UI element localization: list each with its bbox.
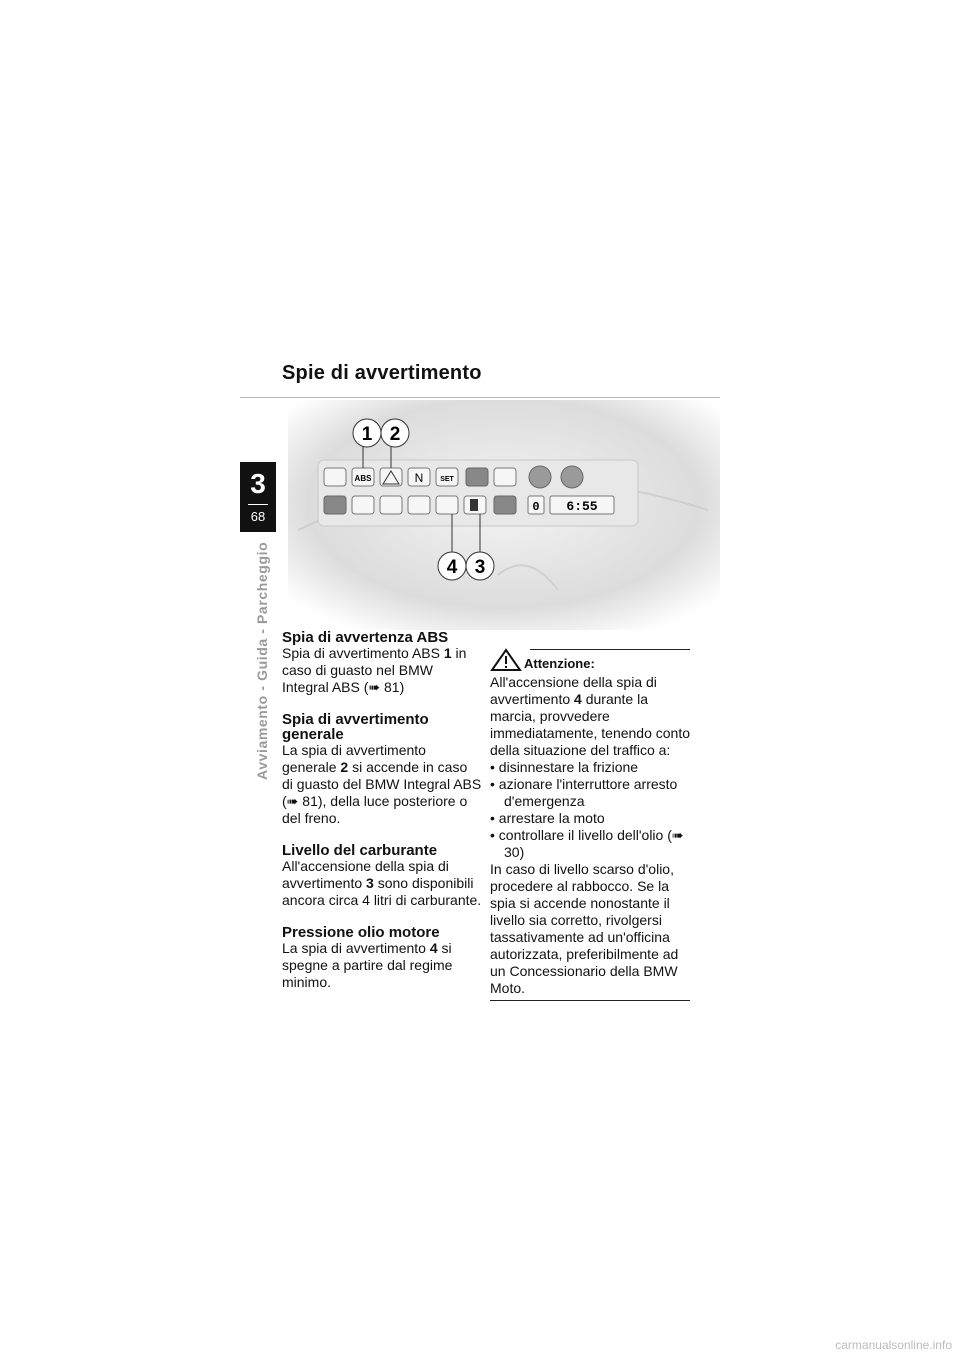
list-item: • azionare l'interruttore arresto d'emergenza [490, 776, 690, 810]
warning-intro: All'accensione della spia di avvertimento 4 durante la marcia, provvedere immediatamente, tenendo conto della situazione del traffico a: [490, 674, 691, 758]
callout-label: 1 [361, 424, 373, 445]
warning-steps [490, 759, 690, 861]
blank-lamp-icon [466, 468, 488, 486]
set-lamp-label: SET [440, 476, 454, 483]
callout-label: 4 [446, 557, 458, 578]
warning-triangle-icon [490, 648, 522, 672]
chapter-divider [248, 504, 268, 505]
list-item: • arrestare la moto [490, 810, 690, 827]
section-body: La spia di avvertimento 4 si spegne a partire dal regime minimo. [282, 940, 453, 990]
section-general-warning [282, 712, 482, 827]
abs-lamp-label: ABS [354, 474, 372, 483]
section-title: Pressione olio motore [282, 924, 440, 941]
section-title: Livello del carburante [282, 842, 438, 859]
clock-value: 6:55 [566, 499, 598, 514]
turn-left-icon [324, 468, 346, 486]
callout-1 [353, 419, 381, 447]
section-body: All'accensione della spia di avvertimento 3 sono disponibili ancora circa 4 litri di carburante. [282, 858, 482, 908]
knob-right-icon [561, 466, 583, 488]
section-title: Spia di avvertimento generale [282, 711, 429, 743]
callout-4 [438, 552, 466, 580]
side-chapter-label: Avviamento - Guida - Parcheggio [254, 541, 270, 780]
fuel-pump-icon [470, 499, 478, 511]
page-number: 68 [250, 509, 266, 524]
section-body: La spia di avvertimento generale 2 si accende in caso di guasto del BMW Integral ABS (➠ 81), della luce posteriore o del freno. [282, 742, 482, 826]
battery-icon [380, 496, 402, 514]
title-divider [240, 397, 720, 398]
list-item: • disinnestare la frizione [490, 759, 690, 776]
footer-watermark[interactable]: carmanualsonline.info [835, 1338, 952, 1352]
section-body: Spia di avvertimento ABS 1 in caso di guasto nel BMW Integral ABS (➠ 81) [282, 645, 467, 695]
chapter-tab [240, 462, 276, 532]
blank-lamp-icon [324, 496, 346, 514]
section-abs [282, 630, 482, 696]
callout-label: 3 [474, 557, 486, 578]
warning-header [490, 648, 690, 672]
list-item: • controllare il livello dell'olio (➠ 30) [490, 827, 690, 861]
instrument-cluster-figure [288, 400, 720, 630]
callout-2 [381, 419, 409, 447]
turn-right-icon [494, 468, 516, 486]
warning-box [490, 648, 690, 997]
warning-label: Attenzione: [524, 656, 595, 671]
oil-pressure-icon [436, 496, 458, 514]
chapter-number: 3 [250, 468, 266, 499]
section-title: Spia di avvertenza ABS [282, 629, 449, 646]
warning-bottom-rule [490, 1000, 690, 1001]
warning-lamps-row-1 [324, 466, 583, 488]
section-fuel-level [282, 843, 482, 909]
lamp-failure-icon [408, 496, 430, 514]
callout-label: 2 [389, 424, 401, 445]
knob-left-icon [529, 466, 551, 488]
gear-value: 0 [532, 500, 540, 514]
blank-lamp-icon [494, 496, 516, 514]
page-title: Spie di avvertimento [282, 362, 482, 384]
section-oil-pressure [282, 925, 482, 991]
left-column [282, 630, 482, 1007]
coolant-temp-icon [352, 496, 374, 514]
neutral-lamp-label: N [414, 471, 424, 485]
callout-3 [466, 552, 494, 580]
warning-outro: In caso di livello scarso d'olio, procedere al rabbocco. Se la spia si accende nonostante il livello sia corretto, rivolgersi tassativamente ad un'officina autorizzata, preferibilmente ad un Concessionario della BMW Moto. [490, 861, 679, 996]
warning-lamps-row-2 [324, 496, 614, 514]
